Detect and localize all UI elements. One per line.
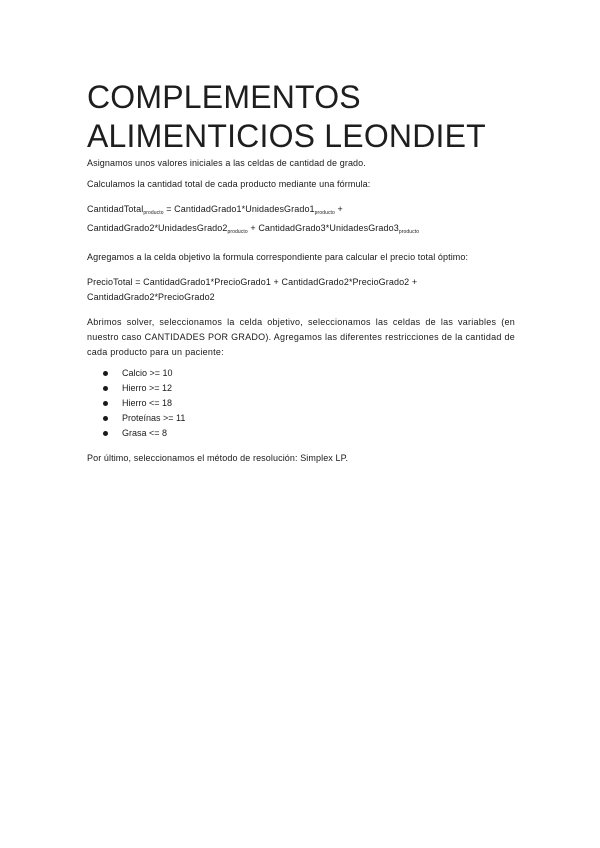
formula-part: = CantidadGrado1*UnidadesGrado1 <box>163 204 315 214</box>
list-item <box>87 381 515 396</box>
document-title <box>87 78 515 156</box>
paragraph-initial-values: Asignamos unos valores iniciales a las celdas de cantidad de grado. <box>87 158 366 168</box>
list-item <box>87 396 515 411</box>
paragraph-solver: Abrimos solver, seleccionamos la celda objetivo, seleccionamos las celdas de las variables (en nuestro caso CANTIDADES POR GRADO). Agregamos las diferentes restricciones de la cantidad de cada producto para un paciente: <box>87 317 515 357</box>
formula-part: CantidadGrado2*UnidadesGrado2 <box>87 223 228 233</box>
paragraph-resolution-method: Por último, seleccionamos el método de resolución: Simplex LP. <box>87 453 349 463</box>
bullet-icon <box>103 401 108 406</box>
constraints-list <box>87 366 515 441</box>
constraint-text: Calcio >= 10 <box>122 368 173 378</box>
formula-subscript: producto <box>227 229 248 235</box>
bullet-icon <box>103 386 108 391</box>
bullet-icon <box>103 371 108 376</box>
bullet-icon <box>103 416 108 421</box>
list-item <box>87 411 515 426</box>
list-item <box>87 366 515 381</box>
title-line-1: COMPLEMENTOS <box>87 79 361 115</box>
formula-part: + <box>334 204 343 214</box>
title-line-2: ALIMENTICIOS LEONDIET <box>87 118 486 154</box>
document-page <box>87 78 515 472</box>
formula-cantidad-total <box>87 202 515 240</box>
formula-part: CantidadTotal <box>87 204 144 214</box>
formula-subscript: producto <box>314 210 335 216</box>
formula-line: PrecioTotal = CantidadGrado1*PrecioGrado1 + CantidadGrado2*PrecioGrado2 + <box>87 277 418 287</box>
formula-subscript: producto <box>398 229 420 235</box>
constraint-text: Proteínas >= 11 <box>122 413 186 423</box>
list-item <box>87 426 515 441</box>
bullet-icon <box>103 431 108 436</box>
formula-line: CantidadGrado2*PrecioGrado2 <box>87 292 215 302</box>
paragraph-total-formula-intro: Calculamos la cantidad total de cada producto mediante una fórmula: <box>87 179 371 189</box>
formula-precio-total <box>87 275 515 305</box>
paragraph-objective-cell: Agregamos a la celda objetivo la formula correspondiente para calcular el precio total óptimo: <box>87 252 469 262</box>
constraint-text: Hierro >= 12 <box>122 383 173 393</box>
constraint-text: Hierro <= 18 <box>122 398 173 408</box>
formula-part: + CantidadGrado3*UnidadesGrado3 <box>247 223 399 233</box>
constraint-text: Grasa <= 8 <box>122 428 168 438</box>
formula-subscript: producto <box>143 210 164 216</box>
